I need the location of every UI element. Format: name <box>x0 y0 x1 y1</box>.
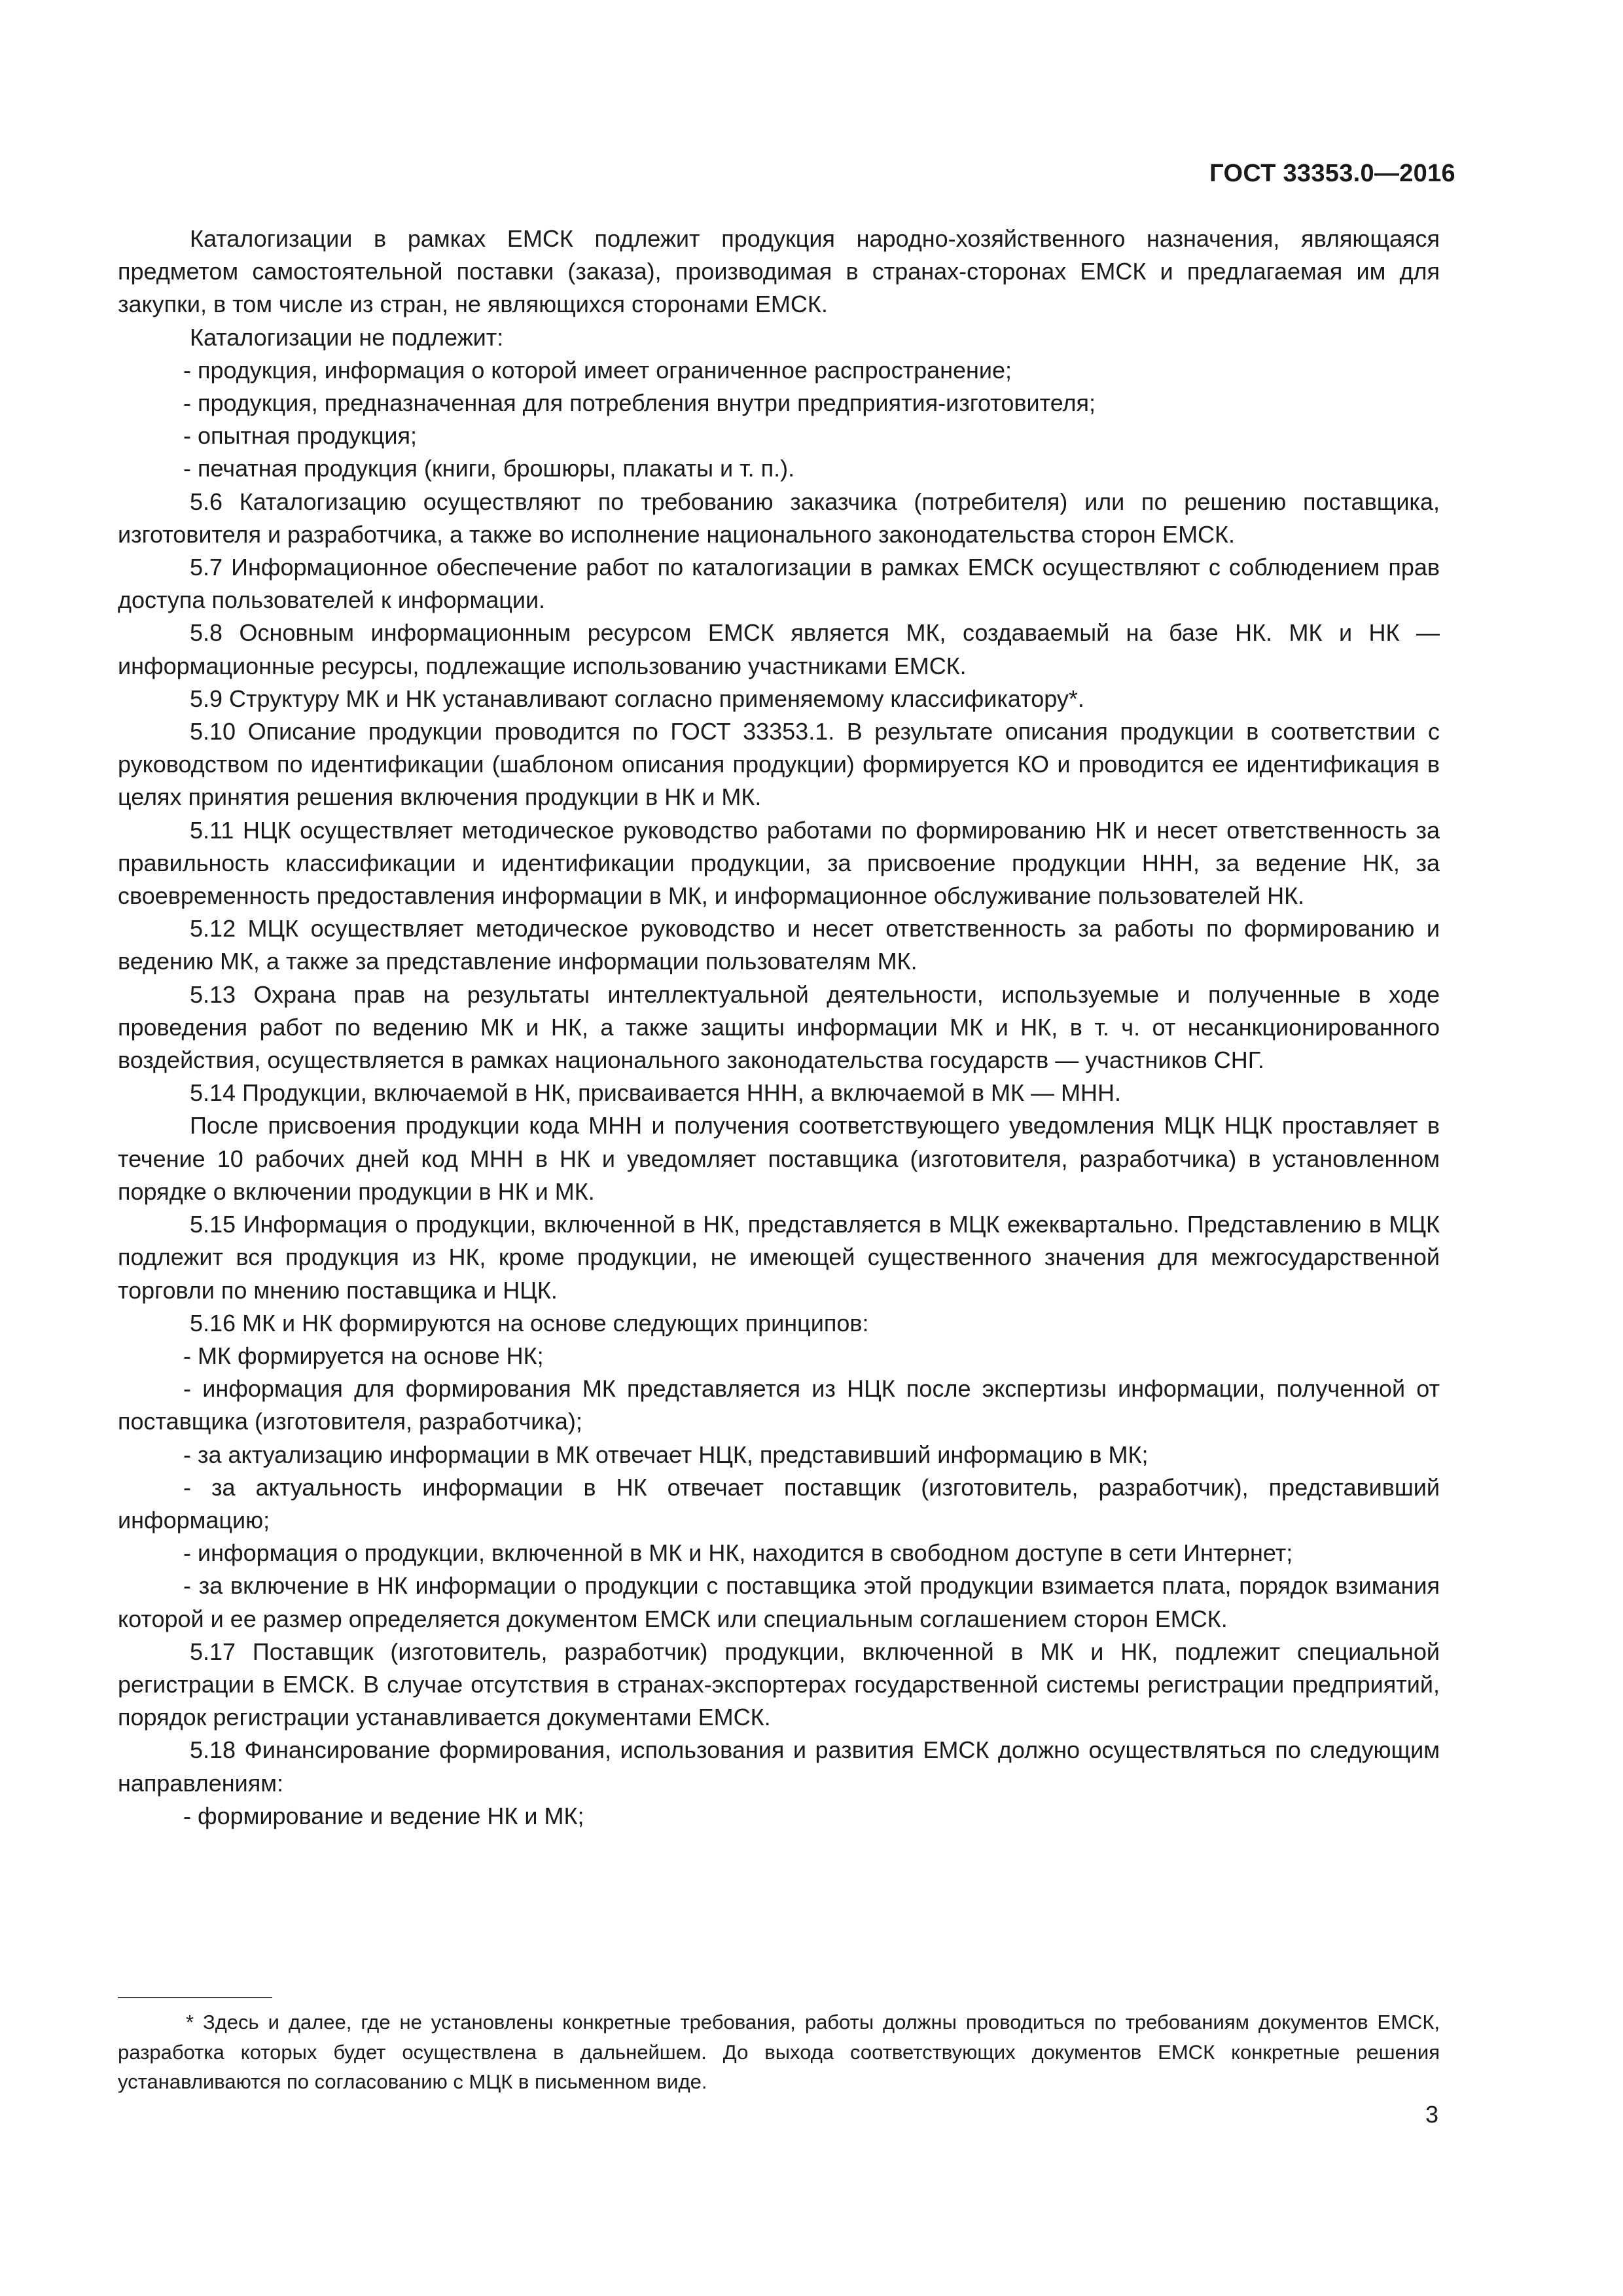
list-item: - информация для формирования МК представляется из НЦК после экспертизы информации, полученной от поставщика (изготовителя, разработчика); <box>118 1375 1440 1435</box>
paragraph: 5.9 Структуру МК и НК устанавливают согласно применяемому классификатору*. <box>190 685 1084 712</box>
paragraph: Каталогизации в рамках ЕМСК подлежит продукция народно-хозяйственного назначения, являющаяся предметом самостоятельной поставки (заказа), производимая в странах-сторонах ЕМСК и предлагаемая им для закупки, в том числе из стран, не являющихся сторонами ЕМСК. <box>118 225 1440 318</box>
paragraph: 5.6 Каталогизацию осуществляют по требованию заказчика (потребителя) или по решению поставщика, изготовителя и разработчика, а также во исполнение национального законодательства сторон ЕМСК. <box>118 488 1440 548</box>
list-item: - опытная продукция; <box>183 422 417 450</box>
paragraph: 5.12 МЦК осуществляет методическое руководство и несет ответственность за работы по формированию и ведению МК, а также за представление информации пользователям МК. <box>118 915 1440 975</box>
list-item: - за актуальность информации в НК отвечает поставщик (изготовитель, разработчик), представивший информацию; <box>118 1473 1440 1534</box>
list-item: - за актуализацию информации в МК отвечает НЦК, представивший информацию в МК; <box>183 1441 1149 1468</box>
page-number: 3 <box>1425 2101 1438 2128</box>
paragraph: Каталогизации не подлежит: <box>190 323 504 351</box>
paragraph: 5.11 НЦК осуществляет методическое руководство работами по формированию НК и несет ответственность за правильность классификации и идентификации продукции, за присвоение продукции ННН, за ведение НК, за своевременность предоставления информации в МК, и информационное обслуживание пользователей НК. <box>118 816 1440 910</box>
paragraph: 5.16 МК и НК формируются на основе следующих принципов: <box>190 1309 869 1336</box>
document-code-header: ГОСТ 33353.0—2016 <box>1209 160 1455 187</box>
paragraph: 5.14 Продукции, включаемой в НК, присваивается ННН, а включаемой в МК — МНН. <box>190 1079 1121 1107</box>
paragraph: 5.17 Поставщик (изготовитель, разработчик) продукции, включенной в МК и НК, подлежит специальной регистрации в ЕМСК. В случае отсутствия в странах-экспортерах государственной системы регистрации предприятий, порядок регистрации устанавливается документами ЕМСК. <box>118 1638 1440 1731</box>
paragraph: 5.7 Информационное обеспечение работ по каталогизации в рамках ЕМСК осуществляют с соблюдением прав доступа пользователей к информации. <box>118 554 1440 614</box>
paragraph: 5.10 Описание продукции проводится по ГОСТ 33353.1. В результате описания продукции в соответствии с руководством по идентификации (шаблоном описания продукции) формируется КО и проводится ее идентификация в целях принятия решения включения продукции в НК и МК. <box>118 718 1440 811</box>
list-item: - печатная продукция (книги, брошюры, плакаты и т. п.). <box>183 455 795 482</box>
list-item: - за включение в НК информации о продукции с поставщика этой продукции взимается плата, порядок взимания которой и ее размер определяется документом ЕМСК или специальным соглашением сторон ЕМСК. <box>118 1572 1440 1632</box>
paragraph: 5.15 Информация о продукции, включенной в НК, представляется в МЦК ежеквартально. Представлению в МЦК подлежит вся продукция из НК, кроме продукции, не имеющей существенного значения для межгосударственной торговли по мнению поставщика и НЦК. <box>118 1211 1440 1304</box>
list-item: - продукция, предназначенная для потребления внутри предприятия-изготовителя; <box>183 389 1096 417</box>
list-item: - МК формируется на основе НК; <box>183 1342 544 1369</box>
paragraph: 5.18 Финансирование формирования, использования и развития ЕМСК должно осуществляться по следующим направлениям: <box>118 1736 1440 1797</box>
list-item: - информация о продукции, включенной в МК и НК, находится в свободном доступе в сети Интернет; <box>183 1539 1293 1567</box>
list-item: - формирование и ведение НК и МК; <box>183 1802 584 1829</box>
paragraph: После присвоения продукции кода МНН и получения соответствующего уведомления МЦК НЦК проставляет в течение 10 рабочих дней код МНН в НК и уведомляет поставщика (изготовителя, разработчика) в установленном порядке о включении продукции в НК и МК. <box>118 1112 1440 1205</box>
body-text <box>118 223 1440 1833</box>
paragraph: 5.13 Охрана прав на результаты интеллектуальной деятельности, используемые и полученные в ходе проведения работ по ведению МК и НК, а также защиты информации МК и НК, в т. ч. от несанкционированного воздействия, осуществляется в рамках национального законодательства государств — участников СНГ. <box>118 980 1440 1074</box>
footnote <box>118 2007 1440 2097</box>
footnote-separator <box>118 1997 272 1998</box>
list-item: - продукция, информация о которой имеет ограниченное распространение; <box>183 356 1012 384</box>
footnote-text: * Здесь и далее, где не установлены конкретные требования, работы должны проводиться по требованиям документов ЕМСК, разработка которых будет осуществлена в дальнейшем. До выхода соответствующих документов ЕМСК конкретные решения устанавливаются по согласованию с МЦК в письменном виде. <box>118 2011 1440 2093</box>
paragraph: 5.8 Основным информационным ресурсом ЕМСК является МК, создаваемый на базе НК. МК и НК — информационные ресурсы, подлежащие использованию участниками ЕМСК. <box>118 619 1440 679</box>
